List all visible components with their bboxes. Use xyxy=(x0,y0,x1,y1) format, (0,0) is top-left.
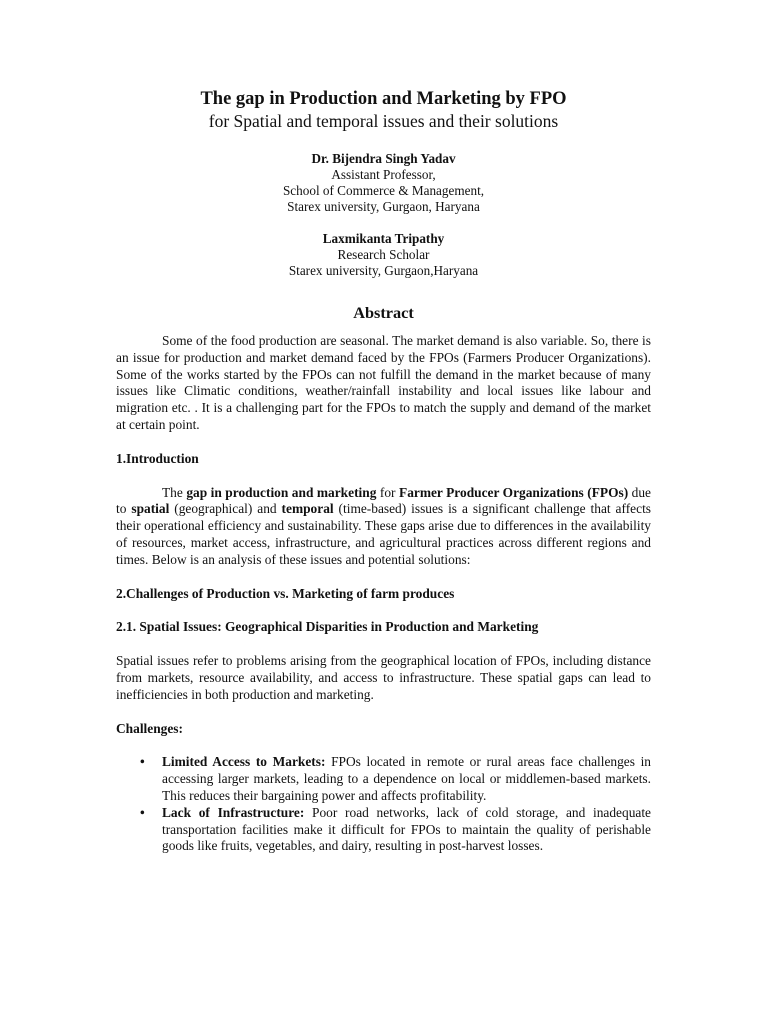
introduction-paragraph xyxy=(116,485,651,569)
paper-title: The gap in Production and Marketing by FPO xyxy=(200,89,567,109)
author-name: Dr. Bijendra Singh Yadav xyxy=(311,151,456,166)
paper-subtitle: for Spatial and temporal issues and their solutions xyxy=(208,111,559,131)
spacer xyxy=(116,434,651,451)
author-affiliation-line: Starex university, Gurgaon,Haryana xyxy=(288,263,479,278)
author-block-1 xyxy=(116,151,651,215)
text-run: (geographical) and xyxy=(169,501,282,517)
author-block-2 xyxy=(116,231,651,279)
bold-term: spatial xyxy=(131,501,170,517)
title-block xyxy=(116,88,651,132)
spacer xyxy=(116,569,651,586)
author-affiliation-line: Assistant Professor, xyxy=(331,167,436,182)
text-run: The xyxy=(162,484,187,500)
section-heading-spatial-issues: 2.1. Spatial Issues: Geographical Disparities in Production and Marketing xyxy=(116,619,539,635)
text-run: due to xyxy=(116,484,651,517)
spatial-issues-paragraph: Spatial issues refer to problems arising from the geographical location of FPOs, including distance from markets, resource availability, and access to infrastructure. These spatial gaps can lead to inefficiencies in both production and marketing. xyxy=(116,653,651,702)
challenges-list xyxy=(116,754,651,855)
bullet-icon: • xyxy=(140,804,145,820)
section-heading-introduction: 1.Introduction xyxy=(116,450,199,466)
list-item-text: FPOs located in remote or rural areas face challenges in accessing larger markets, leading to a dependence on local or middlemen-based markets. This reduces their bargaining power and affects profitability. xyxy=(162,754,652,803)
abstract-text: Some of the food production are seasonal. The market demand is also variable. So, there is an issue for production and market demand faced by the FPOs (Farmers Producer Organizations). Some of the works started by the FPOs can not fulfill the demand in the market because of many issues like Climatic conditions, weather/rainfall instability and local issues like labour and migration etc. . It is a challenging part for the FPOs to match the supply and demand of the market at certain point. xyxy=(116,333,651,432)
challenges-subheading: Challenges: xyxy=(116,720,183,736)
page-content xyxy=(116,88,651,855)
bold-term: temporal xyxy=(281,501,334,517)
text-run: for xyxy=(376,484,400,500)
list-item-label: Limited Access to Markets: xyxy=(162,754,326,770)
author-affiliation-line: Research Scholar xyxy=(337,247,430,262)
spacer xyxy=(116,602,651,619)
list-item-text: Poor road networks, lack of cold storage, and inadequate transportation facilities make it difficult for FPOs to maintain the quality of perishable goods like fruits, vegetables, and dairy, resulting in post-harvest losses. xyxy=(162,804,652,854)
text-run: (time-based) issues is a significant challenge that affects their operational efficiency and sustainability. These gaps arise due to differences in the availability of resources, market access, infrastructure, and agricultural practices across different regions and times. Below is an analysis of these issues and potential solutions: xyxy=(116,501,651,567)
list-item xyxy=(116,805,651,855)
section-heading-challenges: 2.Challenges of Production vs. Marketing of farm produces xyxy=(116,585,455,601)
abstract-heading: Abstract xyxy=(353,303,414,322)
list-item-label: Lack of Infrastructure: xyxy=(162,804,305,820)
bold-term: Farmer Producer Organizations (FPOs) xyxy=(399,484,629,500)
bullet-icon: • xyxy=(140,754,145,770)
author-name: Laxmikanta Tripathy xyxy=(322,231,445,246)
list-item xyxy=(116,754,651,804)
spacer xyxy=(116,468,651,485)
spacer xyxy=(116,636,651,653)
spacer xyxy=(116,737,651,754)
author-affiliation-line: School of Commerce & Management, xyxy=(282,183,485,198)
bold-term: gap in production and marketing xyxy=(186,484,377,500)
spacer xyxy=(116,704,651,721)
author-affiliation-line: Starex university, Gurgaon, Haryana xyxy=(287,199,480,214)
